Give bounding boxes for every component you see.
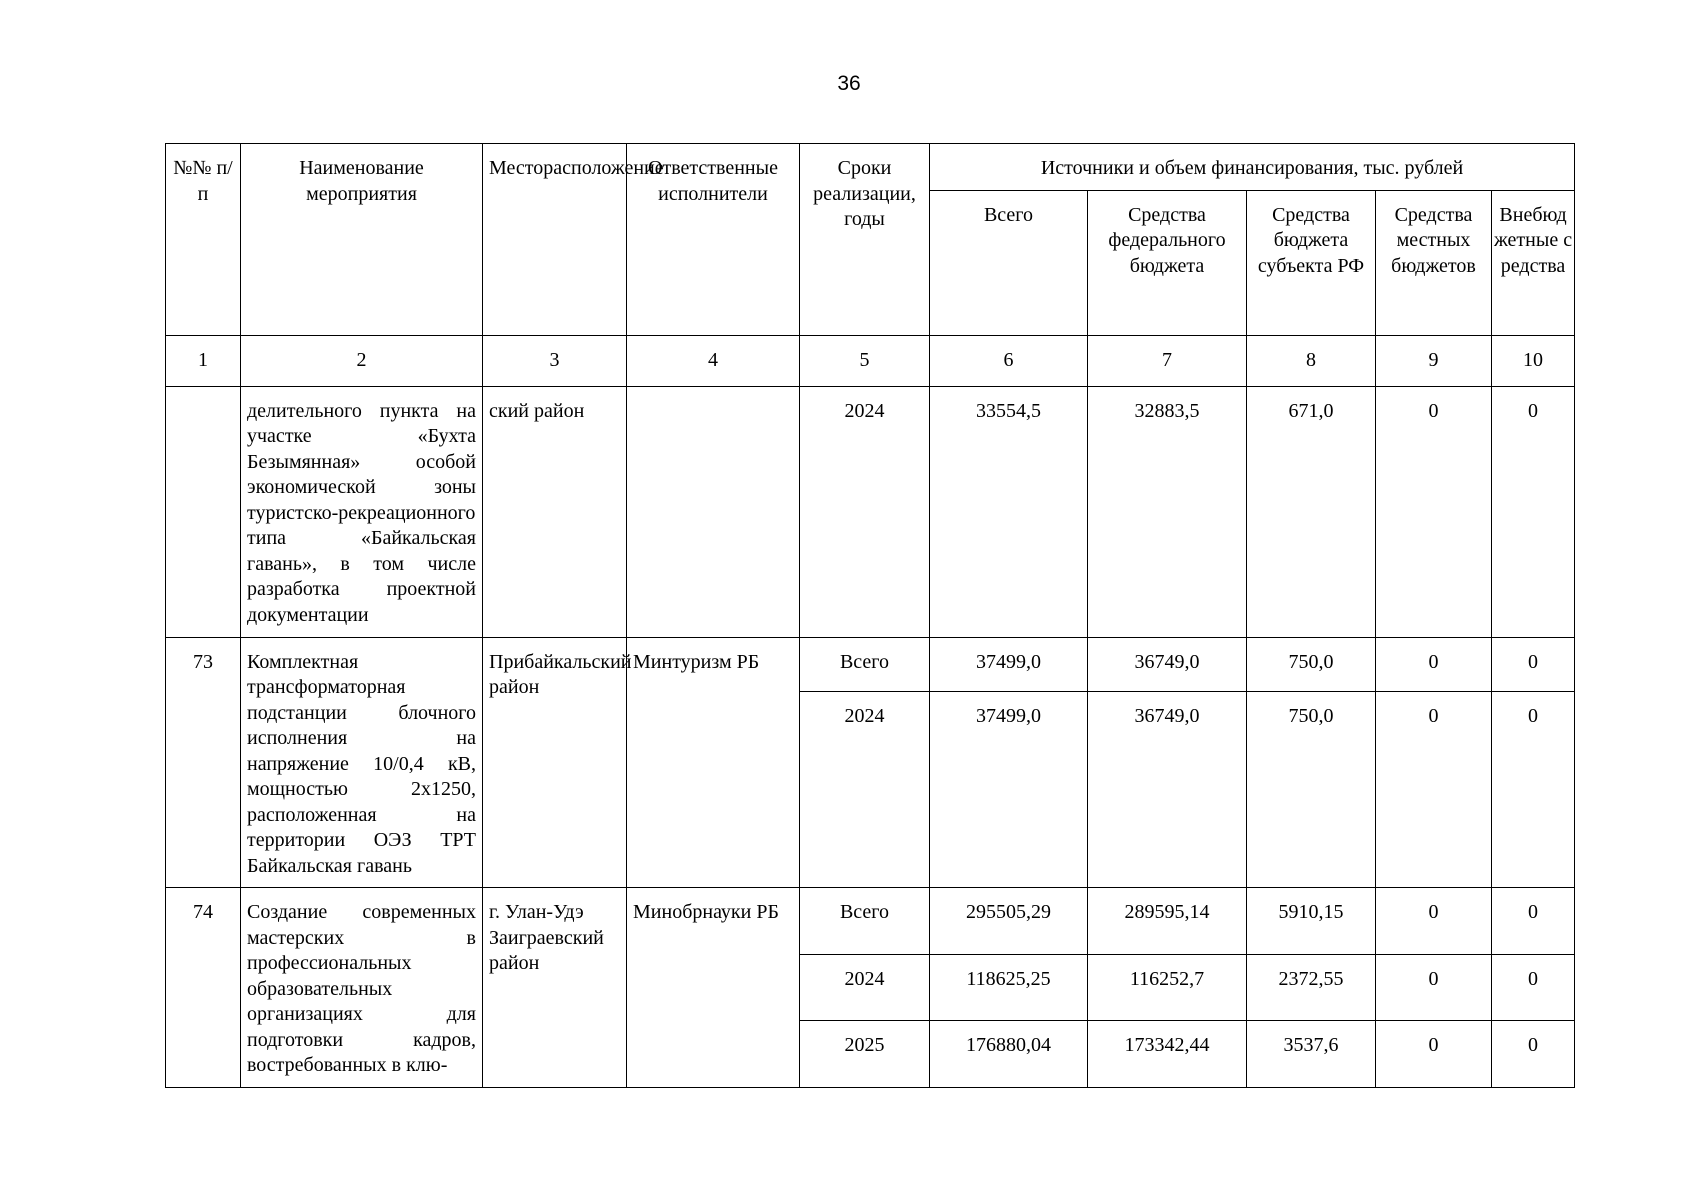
table-row: [166, 386, 1575, 637]
row-total: 37499,0: [930, 691, 1088, 887]
row-total: 295505,29: [930, 888, 1088, 955]
row-extra: 0: [1492, 1021, 1575, 1088]
column-number: 5: [800, 335, 930, 386]
header-financing-group: Источники и объем финансирования, тыс. рублей: [930, 144, 1575, 191]
row-term: 2024: [800, 691, 930, 887]
row-local: 0: [1376, 691, 1492, 887]
page-number: 36: [837, 72, 861, 95]
row-federal: 116252,7: [1088, 954, 1247, 1021]
row-extra: 0: [1492, 691, 1575, 887]
row-local: 0: [1376, 888, 1492, 955]
row-subject: 750,0: [1247, 691, 1376, 887]
column-number: 2: [241, 335, 483, 386]
row-term: Всего: [800, 637, 930, 691]
header-extra: Внебюджетные средства: [1492, 190, 1575, 335]
row-location: г. Улан-Удэ Заиграевский район: [483, 888, 627, 1088]
row-num: [166, 386, 241, 637]
row-local: 0: [1376, 1021, 1492, 1088]
row-subject: 671,0: [1247, 386, 1376, 637]
row-executors: Минтуризм РБ: [627, 637, 800, 888]
column-number-row: [166, 335, 1575, 386]
column-number: 1: [166, 335, 241, 386]
header-num: №№ п/п: [166, 144, 241, 336]
column-number: 10: [1492, 335, 1575, 386]
row-extra: 0: [1492, 888, 1575, 955]
row-total: 33554,5: [930, 386, 1088, 637]
row-federal: 32883,5: [1088, 386, 1247, 637]
row-executors: Минобрнауки РБ: [627, 888, 800, 1088]
row-name: делительного пункта на участке «Бухта Безымянная» особой экономической зоны туристско-рекреационного типа «Байкальская гавань», в том числе разработка проектной документации: [241, 386, 483, 637]
row-federal: 36749,0: [1088, 637, 1247, 691]
header-location: Месторасположение: [483, 144, 627, 336]
header-subject: Средства бюджета субъекта РФ: [1247, 190, 1376, 335]
row-name: Комплектная трансформаторная подстанции блочного исполнения на напряжение 10/0,4 кВ, мощностью 2х1250, расположенная на территории ОЭЗ ТРТ Байкальская гавань: [241, 637, 483, 888]
header-federal: Средства федерального бюджета: [1088, 190, 1247, 335]
row-term: 2025: [800, 1021, 930, 1088]
table-row: [166, 637, 1575, 691]
header-terms: Сроки реализации, годы: [800, 144, 930, 336]
row-subject: 2372,55: [1247, 954, 1376, 1021]
header-total: Всего: [930, 190, 1088, 335]
row-executors: [627, 386, 800, 637]
row-federal: 36749,0: [1088, 691, 1247, 887]
row-federal: 289595,14: [1088, 888, 1247, 955]
row-subject: 750,0: [1247, 637, 1376, 691]
row-total: 37499,0: [930, 637, 1088, 691]
row-location: ский район: [483, 386, 627, 637]
row-federal: 173342,44: [1088, 1021, 1247, 1088]
row-subject: 5910,15: [1247, 888, 1376, 955]
row-local: 0: [1376, 954, 1492, 1021]
column-number: 7: [1088, 335, 1247, 386]
row-total: 118625,25: [930, 954, 1088, 1021]
table-row: [166, 888, 1575, 955]
column-number: 3: [483, 335, 627, 386]
row-extra: 0: [1492, 637, 1575, 691]
row-local: 0: [1376, 386, 1492, 637]
row-subject: 3537,6: [1247, 1021, 1376, 1088]
row-name: Создание современных мастерских в профессиональных образовательных организациях для подготовки кадров, востребованных в клю-: [241, 888, 483, 1088]
row-location: Прибайкальский район: [483, 637, 627, 888]
row-extra: 0: [1492, 386, 1575, 637]
header-name: Наименование мероприятия: [241, 144, 483, 336]
header-row-1: [166, 144, 1575, 191]
header-executors: Ответственные исполнители: [627, 144, 800, 336]
column-number: 6: [930, 335, 1088, 386]
row-term: 2024: [800, 954, 930, 1021]
row-local: 0: [1376, 637, 1492, 691]
row-term: Всего: [800, 888, 930, 955]
row-num: 73: [166, 637, 241, 888]
financing-table: [165, 143, 1575, 1088]
row-extra: 0: [1492, 954, 1575, 1021]
column-number: 8: [1247, 335, 1376, 386]
row-term: 2024: [800, 386, 930, 637]
row-total: 176880,04: [930, 1021, 1088, 1088]
column-number: 4: [627, 335, 800, 386]
row-num: 74: [166, 888, 241, 1088]
header-local: Средства местных бюджетов: [1376, 190, 1492, 335]
column-number: 9: [1376, 335, 1492, 386]
